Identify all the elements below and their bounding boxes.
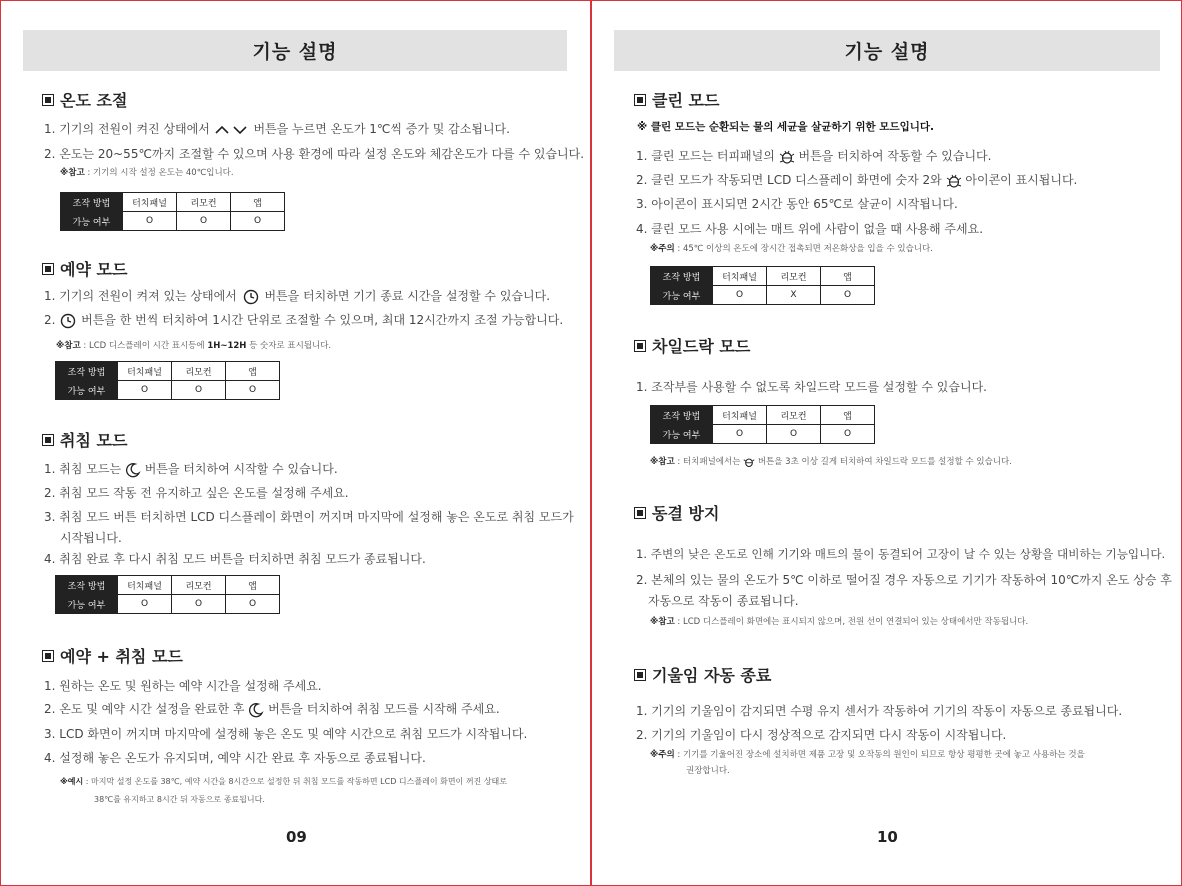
clean-ops-table: 조작 방법 터치패널 리모컨 앱 가능 여부 O X O bbox=[650, 266, 875, 305]
square-bullet-icon bbox=[634, 340, 646, 352]
moon-icon bbox=[248, 702, 264, 718]
clean-bug-icon bbox=[946, 173, 962, 189]
reserve-section-title: 예약 모드 bbox=[42, 257, 127, 280]
sleep-section-title: 취침 모드 bbox=[42, 428, 127, 451]
sleep-ops-table: 조작 방법 터치패널 리모컨 앱 가능 여부 O O O bbox=[55, 575, 280, 614]
combo-note: ※예시 : 마지막 설정 온도를 38℃, 예약 시간을 8시간으로 설정한 뒤 취침 모드를 작동하면 LCD 디스플레이 화면이 꺼진 상태로 bbox=[60, 777, 508, 786]
reserve-item-2: 2. 버튼을 한 번씩 터치하여 1시간 단위로 조절할 수 있으며, 최대 12시간까지 조절 가능합니다. bbox=[44, 313, 564, 327]
square-bullet-icon bbox=[42, 650, 54, 662]
square-bullet-icon bbox=[634, 669, 646, 681]
clean-bug-icon bbox=[779, 149, 795, 165]
clean-item-1: 1. 클린 모드는 터피패널의 버튼을 터치하여 작동할 수 있습니다. bbox=[636, 149, 992, 163]
chevron-up-down-icon bbox=[214, 124, 250, 136]
chevron-down-icon bbox=[234, 127, 246, 133]
sleep-item-2: 2. 취침 모드 작동 전 유지하고 싶은 온도를 설정해 주세요. bbox=[44, 486, 349, 500]
sleep-item-4: 4. 취침 완료 후 다시 취침 모드 버튼을 터치하면 취침 모드가 종료됩니다. bbox=[44, 552, 426, 566]
freeze-note: ※참고 : LCD 디스플레이 화면에는 표시되지 않으며, 전원 선이 연결되어 있는 상태에서만 작동됩니다. bbox=[650, 617, 1029, 627]
left-page-header: 기능 설명 bbox=[23, 30, 567, 71]
reserve-item-1: 1. 기기의 전원이 켜져 있는 상태에서 버튼을 터치하면 기기 종료 시간을 설정할 수 있습니다. bbox=[44, 289, 551, 303]
square-bullet-icon bbox=[42, 434, 54, 446]
clean-item-4: 4. 클린 모드 사용 시에는 매트 위에 사람이 없을 때 사용해 주세요. bbox=[636, 222, 984, 236]
reserve-ops-table: 조작 방법 터치패널 리모컨 앱 가능 여부 O O O bbox=[55, 361, 280, 400]
child-section-title: 차일드락 모드 bbox=[634, 334, 750, 357]
page-number: 10 bbox=[877, 828, 898, 846]
clean-intro: ※ 클린 모드는 순환되는 물의 세균을 살균하기 위한 모드입니다. bbox=[637, 121, 935, 133]
square-bullet-icon bbox=[42, 263, 54, 275]
square-bullet-icon bbox=[634, 507, 646, 519]
clean-section-title: 클린 모드 bbox=[634, 88, 719, 111]
tilt-item-2: 2. 기기의 기울임이 다시 정상적으로 감지되면 다시 작동이 시작됩니다. bbox=[636, 728, 1007, 742]
clean-item-3: 3. 아이콘이 표시되면 2시간 동안 65℃로 살균이 시작됩니다. bbox=[636, 197, 958, 211]
clock-icon bbox=[59, 313, 77, 329]
sleep-item-3: 3. 취침 모드 버튼 터치하면 LCD 디스플레이 화면이 꺼지며 마지막에 설정해 놓은 온도로 취침 모드가 bbox=[44, 510, 574, 524]
child-note: ※참고 : 터치패널에서는 버튼을 3초 이상 길게 터치하여 차일드락 모드를 설정할 수 있습니다. bbox=[650, 457, 1012, 467]
tilt-note-cont: 권장합니다. bbox=[686, 766, 730, 776]
page-number: 09 bbox=[286, 828, 307, 846]
right-page-header: 기능 설명 bbox=[614, 30, 1160, 71]
temp-item-2: 2. 온도는 20~55℃까지 조절할 수 있으며 사용 환경에 따라 설정 온도와 체감온도가 다를 수 있습니다. bbox=[44, 147, 585, 161]
clock-icon bbox=[241, 289, 261, 305]
combo-note-cont: 38℃를 유지하고 8시간 뒤 자동으로 종료됩니다. bbox=[94, 795, 265, 804]
freeze-item-2-cont: 자동으로 작동이 종료됩니다. bbox=[648, 594, 799, 608]
tilt-item-1: 1. 기기의 기울임이 감지되면 수평 유지 센서가 작동하여 기기의 작동이 자동으로 종료됩니다. bbox=[636, 704, 1123, 718]
right-page bbox=[592, 0, 1182, 886]
square-bullet-icon bbox=[42, 94, 54, 106]
temp-ops-table: 조작 방법 터치패널 리모컨 앱 가능 여부 O O O bbox=[60, 192, 285, 231]
combo-item-1: 1. 원하는 온도 및 원하는 예약 시간을 설정해 주세요. bbox=[44, 679, 322, 693]
freeze-section-title: 동결 방지 bbox=[634, 501, 719, 524]
square-bullet-icon bbox=[634, 94, 646, 106]
freeze-item-2: 2. 본체의 있는 물의 온도가 5℃ 이하로 떨어질 경우 자동으로 기기가 작동하여 10℃까지 온도 상승 후 bbox=[636, 573, 1172, 587]
left-page bbox=[0, 0, 590, 886]
freeze-item-1: 1. 주변의 낮은 온도로 인해 기기와 매트의 물이 동결되어 고장이 날 수 있는 상황을 대비하는 기능입니다. bbox=[636, 547, 1166, 561]
combo-item-4: 4. 설정해 놓은 온도가 유지되며, 예약 시간 완료 후 자동으로 종료됩니다. bbox=[44, 751, 426, 765]
combo-section-title: 예약 + 취침 모드 bbox=[42, 644, 183, 667]
temp-item-1: 1. 기기의 전원이 켜진 상태에서 버튼을 누르면 온도가 1℃씩 증가 및 감소됩니다. bbox=[44, 122, 510, 136]
temp-note: ※참고 : 기기의 시작 설정 온도는 40℃입니다. bbox=[60, 168, 234, 178]
moon-icon bbox=[125, 462, 141, 478]
tilt-section-title: 기울임 자동 종료 bbox=[634, 663, 771, 686]
child-ops-table: 조작 방법 터치패널 리모컨 앱 가능 여부 O O O bbox=[650, 405, 875, 444]
chevron-up-icon bbox=[216, 127, 228, 133]
clean-note: ※주의 : 45℃ 이상의 온도에 장시간 접촉되면 저온화상을 입을 수 있습니다. bbox=[650, 244, 933, 254]
tilt-note: ※주의 : 기기를 기울어진 장소에 설치하면 제품 고장 및 오작동의 원인이 되므로 항상 평평한 곳에 놓고 사용하는 것을 bbox=[650, 750, 1085, 760]
combo-item-2: 2. 온도 및 예약 시간 설정을 완료한 후 버튼을 터치하여 취침 모드를 시작해 주세요. bbox=[44, 702, 500, 716]
combo-item-3: 3. LCD 화면이 꺼지며 마지막에 설정해 놓은 온도 및 예약 시간으로 취침 모드가 시작됩니다. bbox=[44, 727, 528, 741]
child-item-1: 1. 조작부를 사용할 수 없도록 차일드락 모드를 설정할 수 있습니다. bbox=[636, 380, 987, 394]
clean-bug-icon bbox=[743, 456, 755, 468]
sleep-item-3-cont: 시작됩니다. bbox=[60, 531, 122, 545]
temp-section-title: 온도 조절 bbox=[42, 88, 127, 111]
sleep-item-1: 1. 취침 모드는 버튼을 터치하여 시작할 수 있습니다. bbox=[44, 462, 338, 476]
clean-item-2: 2. 클린 모드가 작동되면 LCD 디스플레이 화면에 숫자 2와 아이콘이 표시됩니다. bbox=[636, 173, 1078, 187]
reserve-note: ※참고 : LCD 디스플레이 시간 표시등에 1H~12H 등 숫자로 표시됩니다. bbox=[56, 341, 332, 351]
